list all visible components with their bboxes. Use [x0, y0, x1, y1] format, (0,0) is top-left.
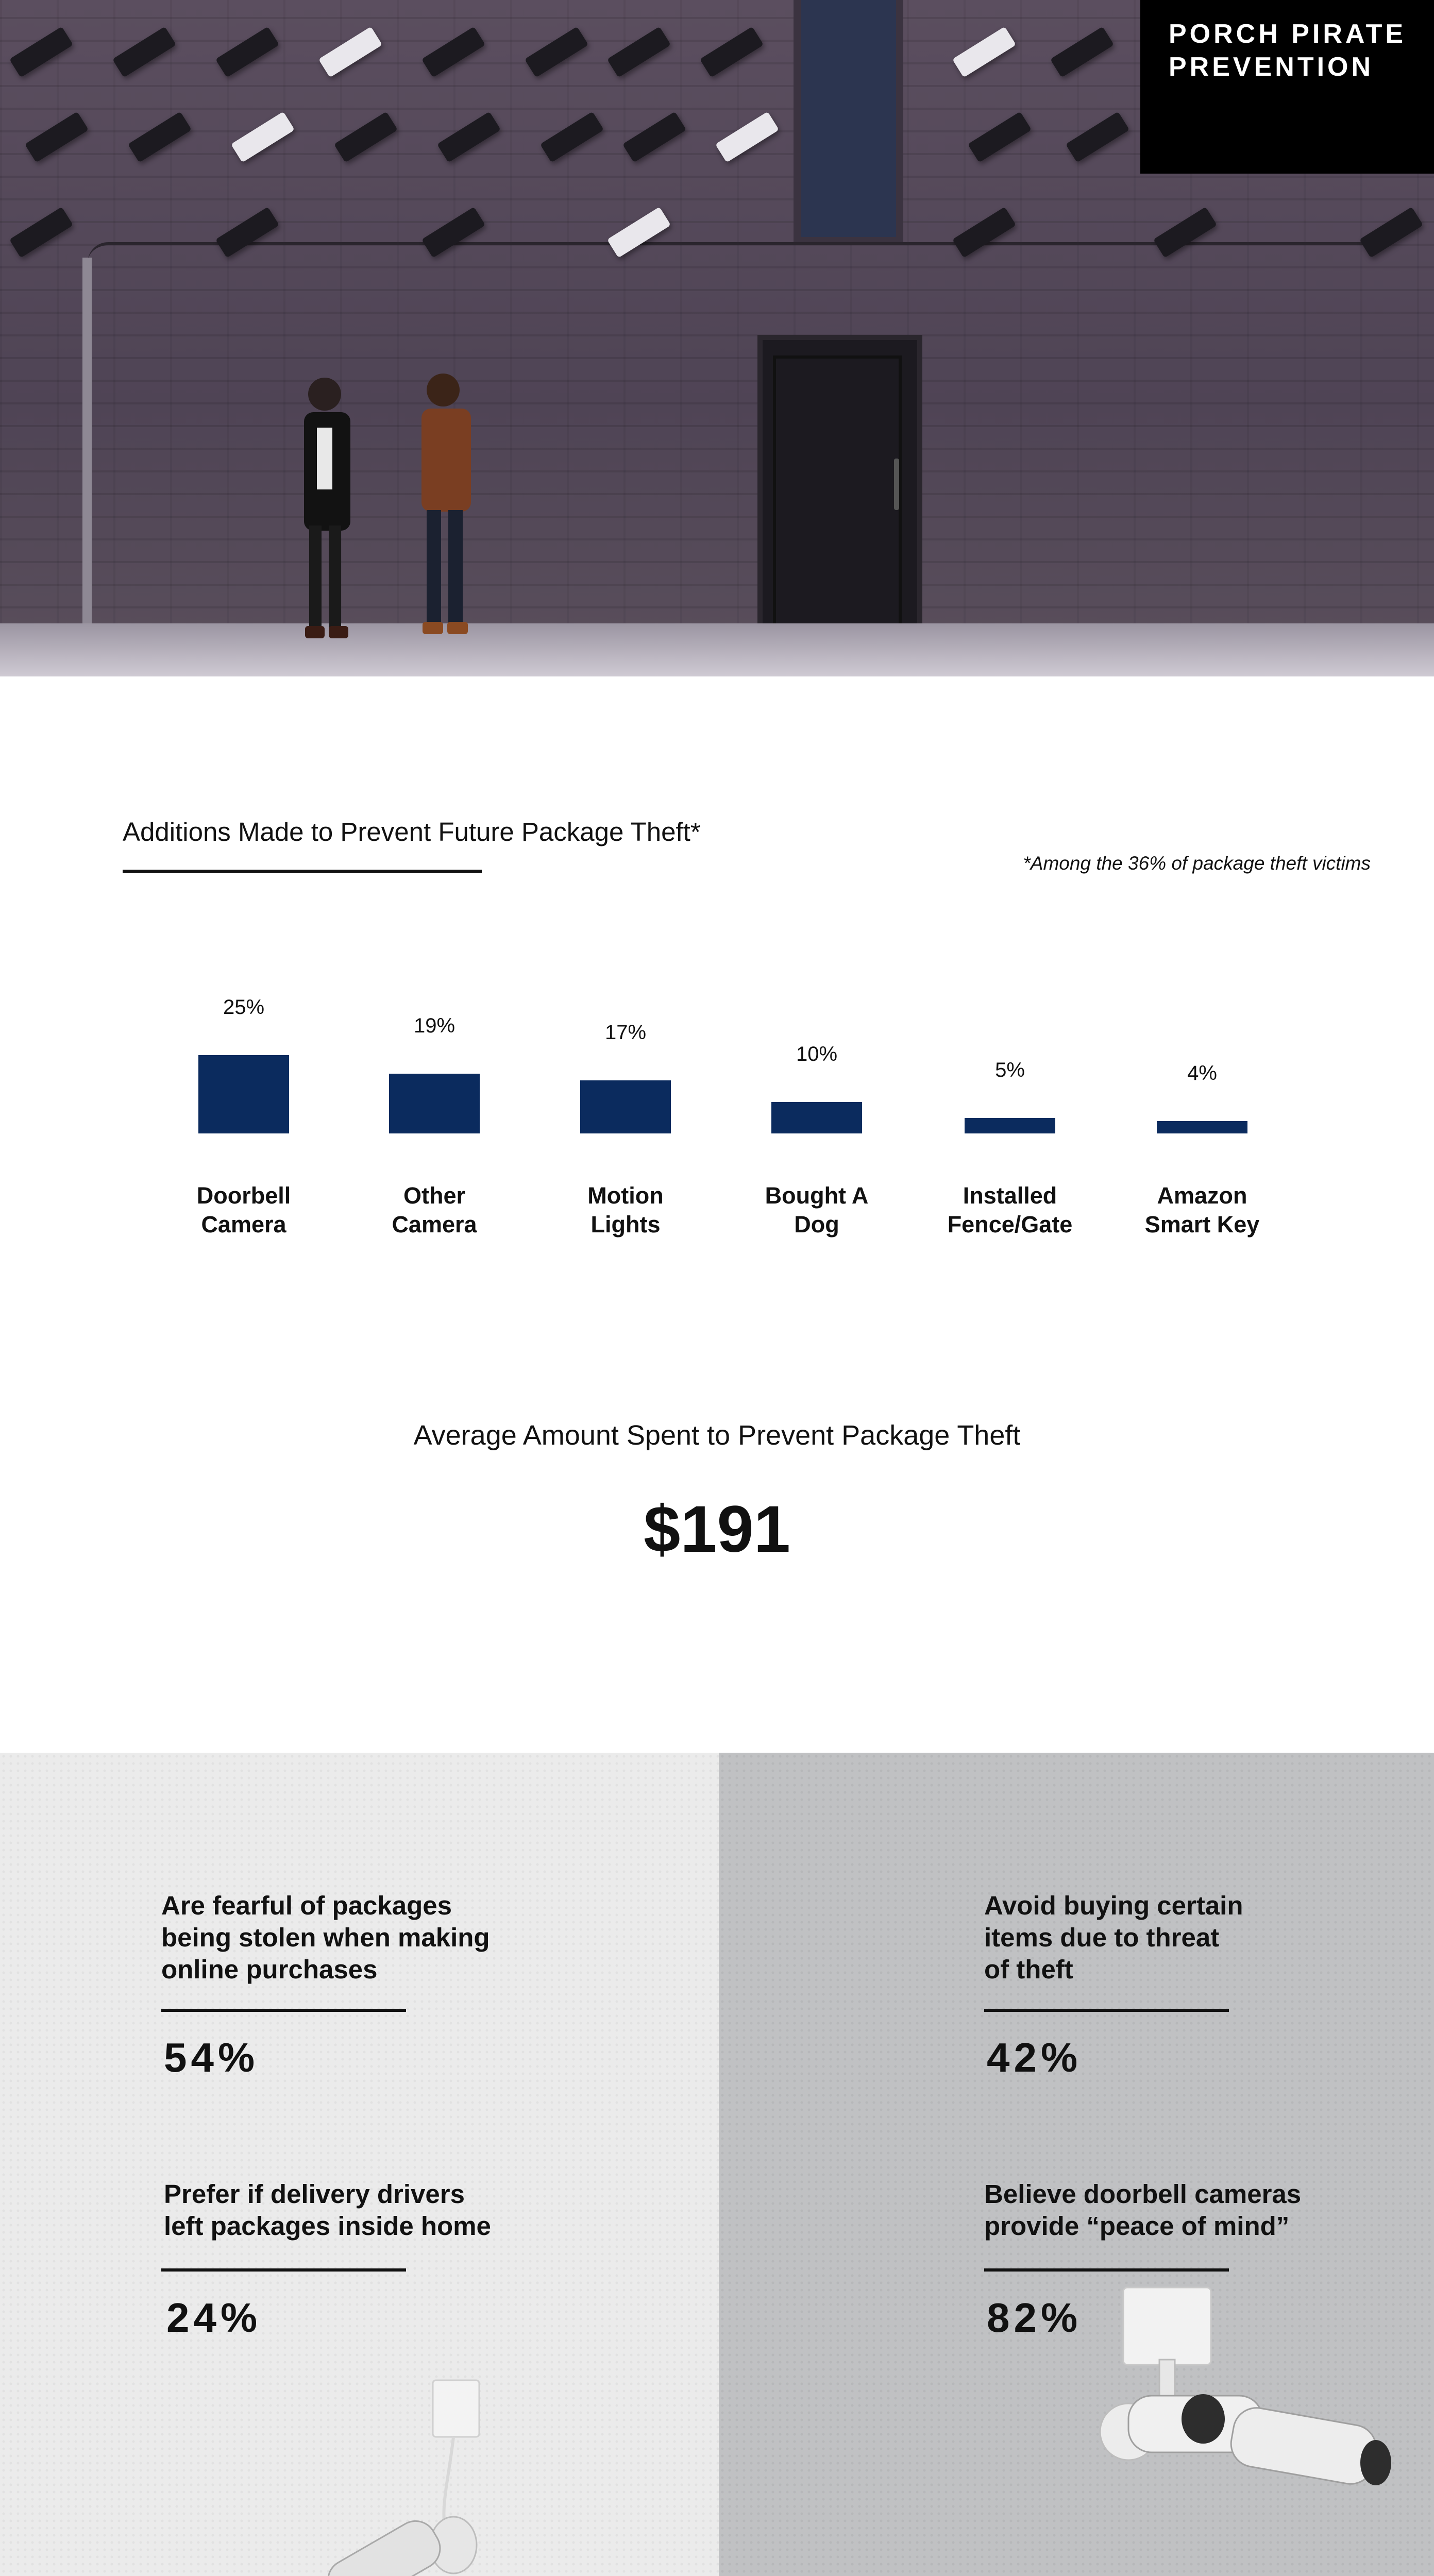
chart1-bar [965, 1118, 1055, 1133]
chart1-title: Additions Made to Prevent Future Package Theft* [123, 817, 701, 846]
stat-fearful-value: 54% [164, 2035, 259, 2080]
chart1-bar [198, 1055, 289, 1133]
average-spend-label: Average Amount Spent to Prevent Package Theft [413, 1420, 1021, 1451]
stat-avoid-buying-value: 42% [987, 2035, 1082, 2080]
chart1-value-label: 19% [413, 1014, 455, 1038]
stat-avoid-buying-label: Avoid buying certain items due to threat of theft [984, 1891, 1243, 1984]
stat-peace-of-mind-rule [984, 2268, 1229, 2272]
chart1-category-label: Doorbell Camera [196, 1182, 291, 1238]
stat-inside-home-rule [161, 2268, 406, 2272]
chart1-category-label: Installed Fence/Gate [947, 1182, 1073, 1238]
chart1-category-label: Other Camera [392, 1182, 477, 1238]
page-title: PORCH PIRATE PREVENTION [1169, 19, 1407, 82]
chart1-value-label: 17% [604, 1021, 647, 1044]
chart1-category-label: Motion Lights [587, 1182, 664, 1238]
stat-peace-of-mind-value: 82% [987, 2295, 1082, 2341]
stat-fearful-label: Are fearful of packages being stolen when making online purchases [161, 1891, 490, 1984]
chart1-bar [580, 1080, 671, 1133]
chart1-value-label: 5% [995, 1058, 1025, 1081]
chart1-bar [389, 1074, 480, 1133]
stat-inside-home-value: 24% [166, 2295, 262, 2341]
chart1-value-label: 10% [796, 1043, 838, 1066]
security-camera-right-illustration [1072, 2277, 1402, 2545]
stat-fearful-rule [161, 2009, 406, 2012]
chart1-bar [771, 1102, 862, 1133]
average-spend-value: $191 [644, 1493, 790, 1566]
chart1-value-label: 4% [1187, 1061, 1217, 1084]
chart1-category-label: Bought A Dog [765, 1182, 869, 1238]
stat-avoid-buying-rule [984, 2009, 1229, 2012]
chart1-category-label: Amazon Smart Key [1144, 1182, 1260, 1238]
chart1-value-label: 25% [223, 996, 265, 1019]
stat-peace-of-mind-label: Believe doorbell cameras provide “peace of mind” [984, 2179, 1302, 2241]
security-camera-left-illustration [273, 2370, 510, 2576]
chart1-bar [1157, 1121, 1247, 1133]
stat-inside-home-label: Prefer if delivery drivers left packages inside home [164, 2179, 491, 2241]
chart1-footnote: *Among the 36% of package theft victims [1023, 853, 1371, 874]
